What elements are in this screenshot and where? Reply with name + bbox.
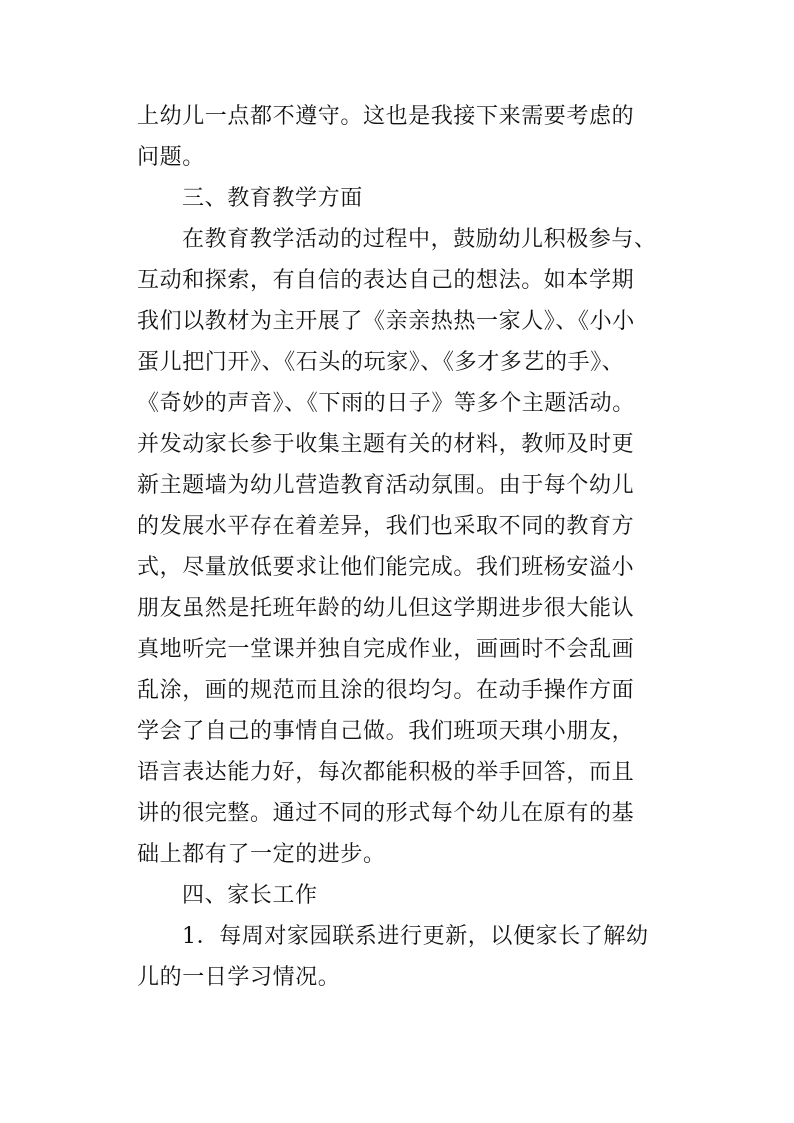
text-line: 我们以教材为主开展了《亲亲热热一家人》、《小小 <box>137 309 635 334</box>
section-heading: 三、教育教学方面 <box>182 186 363 211</box>
document-body <box>137 96 667 998</box>
text-line: 问题。 <box>137 145 205 170</box>
text-line: 语言表达能力好，每次都能积极的举手回答，而且 <box>137 760 635 785</box>
text-line: 并发动家长参于收集主题有关的材料，教师及时更 <box>137 432 635 457</box>
text-line: 式，尽量放低要求让他们能完成。我们班杨安溢小 <box>137 555 635 580</box>
text-line: 学会了自己的事情自己做。我们班项天琪小朋友， <box>137 719 635 744</box>
text-line: 儿的一日学习情况。 <box>137 965 341 990</box>
text-line: 在教育教学活动的过程中，鼓励幼儿积极参与、 <box>182 227 657 252</box>
text-line: 新主题墙为幼儿营造教育活动氛围。由于每个幼儿 <box>137 473 635 498</box>
text-line: 的发展水平存在着差异，我们也采取不同的教育方 <box>137 514 635 539</box>
text-line: 础上都有了一定的进步。 <box>137 842 386 867</box>
text-line: 真地听完一堂课并独自完成作业，画画时不会乱画 <box>137 637 635 662</box>
text-line: 上幼儿一点都不遵守。这也是我接下来需要考虑的 <box>137 104 635 129</box>
text-line: 朋友虽然是托班年龄的幼儿但这学期进步很大能认 <box>137 596 635 621</box>
text-line: 乱涂，画的规范而且涂的很均匀。在动手操作方面 <box>137 678 635 703</box>
text-line: 《奇妙的声音》、《下雨的日子》等多个主题活动。 <box>137 391 635 416</box>
text-line: 1．每周对家园联系进行更新，以便家长了解幼 <box>182 924 649 949</box>
text-line: 讲的很完整。通过不同的形式每个幼儿在原有的基 <box>137 801 635 826</box>
section-heading: 四、家长工作 <box>182 883 318 908</box>
text-line: 蛋儿把门开》、《石头的玩家》、《多才多艺的手》、 <box>137 350 625 375</box>
text-line: 互动和探索，有自信的表达自己的想法。如本学期 <box>137 268 635 293</box>
